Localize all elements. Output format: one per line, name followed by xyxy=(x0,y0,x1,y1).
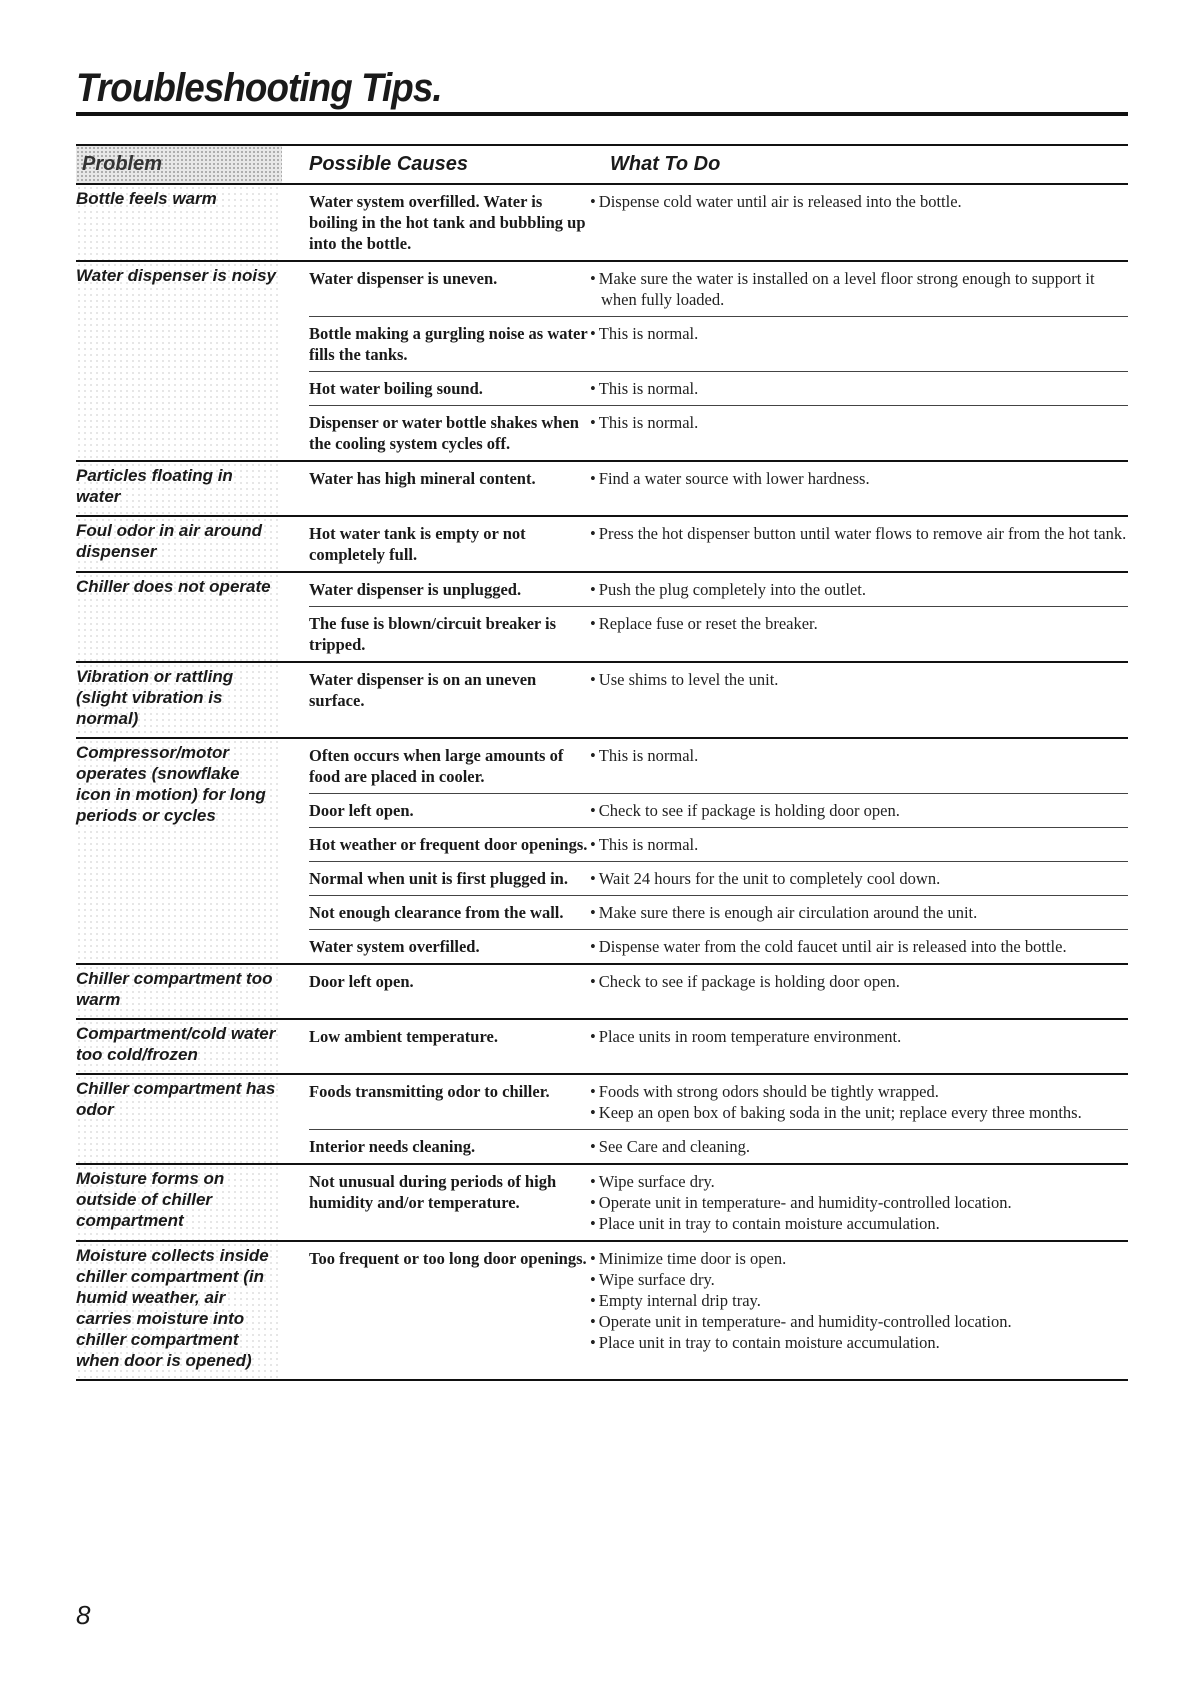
problem-group xyxy=(76,1165,1128,1242)
remedy-item: • Place unit in tray to contain moisture accumulation. xyxy=(590,1213,1128,1234)
problem-label: Bottle feels warm xyxy=(76,185,282,260)
what-to-do xyxy=(590,1081,1128,1123)
cause-rows xyxy=(282,1165,1128,1240)
problem-group xyxy=(76,739,1128,965)
possible-cause: Often occurs when large amounts of food are placed in cooler. xyxy=(309,746,564,786)
remedy-item: • Push the plug completely into the outlet. xyxy=(590,579,1128,600)
table-row xyxy=(309,1075,1128,1129)
remedy-item: • This is normal. xyxy=(590,745,1128,766)
cause-rows xyxy=(282,573,1128,661)
possible-cause: Water dispenser is unplugged. xyxy=(309,580,522,599)
possible-cause: Water system overfilled. xyxy=(309,937,480,956)
what-to-do xyxy=(590,468,1128,489)
problem-group xyxy=(76,965,1128,1020)
table-row xyxy=(309,793,1128,827)
what-to-do xyxy=(590,834,1128,855)
page-number: 8 xyxy=(76,1600,91,1630)
what-to-do xyxy=(590,745,1128,787)
problem-group xyxy=(76,1020,1128,1075)
problem-label: Water dispenser is noisy xyxy=(76,262,282,460)
cause-rows xyxy=(282,517,1128,571)
problem-label: Vibration or rattling (slight vibration is normal) xyxy=(76,663,282,737)
problem-label: Chiller does not operate xyxy=(76,573,282,661)
remedy-item: • Foods with strong odors should be tightly wrapped. xyxy=(590,1081,1128,1102)
problem-group xyxy=(76,1242,1128,1381)
remedy-item: • Operate unit in temperature- and humidity-controlled location. xyxy=(590,1192,1128,1213)
possible-cause: The fuse is blown/circuit breaker is tripped. xyxy=(309,614,557,654)
remedy-item: • Use shims to level the unit. xyxy=(590,669,1128,690)
table-row xyxy=(309,1129,1128,1163)
troubleshooting-table xyxy=(76,144,1128,1381)
problem-group xyxy=(76,462,1128,517)
problem-group xyxy=(76,517,1128,573)
remedy-item: • Replace fuse or reset the breaker. xyxy=(590,613,1128,634)
what-to-do xyxy=(590,936,1128,957)
table-header xyxy=(76,144,1128,185)
table-row xyxy=(309,739,1128,793)
problem-label: Compressor/motor operates (snowflake icon in motion) for long periods or cycles xyxy=(76,739,282,963)
remedy-item: • Make sure the water is installed on a level floor strong enough to support it when fully loaded. xyxy=(590,268,1128,310)
problem-group xyxy=(76,663,1128,739)
what-to-do xyxy=(590,1026,1128,1047)
what-to-do xyxy=(590,902,1128,923)
what-to-do xyxy=(590,412,1128,454)
what-to-do xyxy=(590,191,1128,254)
remedy-item: • Make sure there is enough air circulation around the unit. xyxy=(590,902,1128,923)
possible-cause: Hot water boiling sound. xyxy=(309,379,483,398)
remedy-item: • Wait 24 hours for the unit to completely cool down. xyxy=(590,868,1128,889)
cause-rows xyxy=(282,262,1128,460)
header-possible-causes: Possible Causes xyxy=(309,153,468,175)
remedy-item: • Place unit in tray to contain moisture accumulation. xyxy=(590,1332,1128,1353)
possible-cause: Water has high mineral content. xyxy=(309,469,536,488)
problem-label: Chiller compartment has odor xyxy=(76,1075,282,1163)
remedy-item: • This is normal. xyxy=(590,412,1128,433)
remedy-item: • Keep an open box of baking soda in the unit; replace every three months. xyxy=(590,1102,1128,1123)
cause-rows xyxy=(282,965,1128,1018)
what-to-do xyxy=(590,523,1128,565)
table-row xyxy=(309,827,1128,861)
what-to-do xyxy=(590,1136,1128,1157)
possible-cause: Door left open. xyxy=(309,972,414,991)
what-to-do xyxy=(590,378,1128,399)
table-row xyxy=(309,965,1128,998)
table-row xyxy=(309,262,1128,316)
what-to-do xyxy=(590,613,1128,655)
problem-group xyxy=(76,262,1128,462)
header-problem: Problem xyxy=(76,146,282,183)
table-row xyxy=(309,185,1128,260)
header-what-to-do: What To Do xyxy=(610,153,721,175)
remedy-item: • Find a water source with lower hardness. xyxy=(590,468,1128,489)
remedy-item: • Press the hot dispenser button until water flows to remove air from the hot tank. xyxy=(590,523,1128,544)
possible-cause: Interior needs cleaning. xyxy=(309,1137,476,1156)
cause-rows xyxy=(282,185,1128,260)
cause-rows xyxy=(282,663,1128,737)
problem-label: Moisture collects inside chiller compartment (in humid weather, air carries moisture into chiller compartment when door is opened) xyxy=(76,1242,282,1379)
possible-cause: Water dispenser is uneven. xyxy=(309,269,498,288)
remedy-item: • Wipe surface dry. xyxy=(590,1171,1128,1192)
table-row xyxy=(309,606,1128,661)
table-row xyxy=(309,405,1128,460)
table-row xyxy=(309,861,1128,895)
table-row xyxy=(309,462,1128,495)
possible-cause: Water dispenser is on an uneven surface. xyxy=(309,670,537,710)
remedy-item: • See Care and cleaning. xyxy=(590,1136,1128,1157)
possible-cause: Normal when unit is first plugged in. xyxy=(309,869,568,888)
table-row xyxy=(309,929,1128,963)
problem-label: Foul odor in air around dispenser xyxy=(76,517,282,571)
table-row xyxy=(309,1020,1128,1053)
possible-cause: Dispenser or water bottle shakes when the cooling system cycles off. xyxy=(309,413,579,453)
remedy-item: • Dispense water from the cold faucet until air is released into the bottle. xyxy=(590,936,1128,957)
table-row xyxy=(309,316,1128,371)
what-to-do xyxy=(590,669,1128,711)
possible-cause: Low ambient temperature. xyxy=(309,1027,498,1046)
what-to-do xyxy=(590,323,1128,365)
problem-group xyxy=(76,573,1128,663)
table-row xyxy=(309,1165,1128,1240)
page-title: Troubleshooting Tips. xyxy=(76,66,442,110)
possible-cause: Hot water tank is empty or not completely full. xyxy=(309,524,526,564)
table-row xyxy=(309,517,1128,571)
possible-cause: Door left open. xyxy=(309,801,414,820)
problem-group xyxy=(76,185,1128,262)
possible-cause: Bottle making a gurgling noise as water fills the tanks. xyxy=(309,324,588,364)
remedy-item: • Minimize time door is open. xyxy=(590,1248,1128,1269)
remedy-item: • This is normal. xyxy=(590,378,1128,399)
table-row xyxy=(309,371,1128,405)
remedy-item: • This is normal. xyxy=(590,834,1128,855)
possible-cause: Not unusual during periods of high humidity and/or temperature. xyxy=(309,1172,557,1212)
remedy-item: • This is normal. xyxy=(590,323,1128,344)
remedy-item: • Dispense cold water until air is released into the bottle. xyxy=(590,191,1128,212)
problem-group xyxy=(76,1075,1128,1165)
remedy-item: • Check to see if package is holding door open. xyxy=(590,971,1128,992)
what-to-do xyxy=(590,800,1128,821)
cause-rows xyxy=(282,1242,1128,1379)
possible-cause: Not enough clearance from the wall. xyxy=(309,903,564,922)
cause-rows xyxy=(282,739,1128,963)
cause-rows xyxy=(282,1020,1128,1073)
possible-cause: Foods transmitting odor to chiller. xyxy=(309,1082,550,1101)
table-row xyxy=(309,573,1128,606)
problem-label: Moisture forms on outside of chiller compartment xyxy=(76,1165,282,1240)
remedy-item: • Place units in room temperature environment. xyxy=(590,1026,1128,1047)
table-row xyxy=(309,895,1128,929)
what-to-do xyxy=(590,1171,1128,1234)
cause-rows xyxy=(282,462,1128,515)
remedy-item: • Check to see if package is holding door open. xyxy=(590,800,1128,821)
what-to-do xyxy=(590,1248,1128,1353)
remedy-item: • Wipe surface dry. xyxy=(590,1269,1128,1290)
title-rule xyxy=(76,112,1128,116)
table-row xyxy=(309,663,1128,717)
table-body xyxy=(76,185,1128,1381)
what-to-do xyxy=(590,971,1128,992)
problem-label: Compartment/cold water too cold/frozen xyxy=(76,1020,282,1073)
remedy-item: • Operate unit in temperature- and humidity-controlled location. xyxy=(590,1311,1128,1332)
table-row xyxy=(309,1242,1128,1359)
possible-cause: Hot weather or frequent door openings. xyxy=(309,835,588,854)
problem-label: Chiller compartment too warm xyxy=(76,965,282,1018)
possible-cause: Water system overfilled. Water is boiling in the hot tank and bubbling up into the bottle. xyxy=(309,192,586,253)
what-to-do xyxy=(590,868,1128,889)
possible-cause: Too frequent or too long door openings. xyxy=(309,1249,587,1268)
what-to-do xyxy=(590,579,1128,600)
what-to-do xyxy=(590,268,1128,310)
remedy-item: • Empty internal drip tray. xyxy=(590,1290,1128,1311)
cause-rows xyxy=(282,1075,1128,1163)
problem-label: Particles floating in water xyxy=(76,462,282,515)
